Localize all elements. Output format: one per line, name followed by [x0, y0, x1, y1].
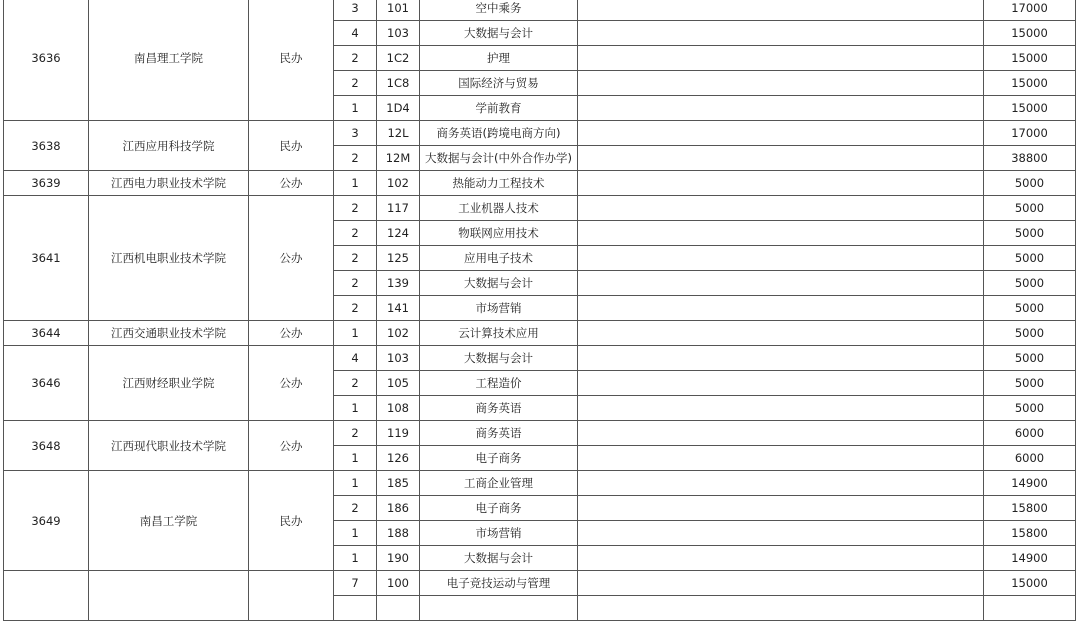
blank-cell [578, 421, 984, 446]
plan-count-cell: 1 [334, 446, 377, 471]
major-name-cell: 工商企业管理 [420, 471, 578, 496]
major-code-cell: 1C2 [377, 46, 420, 71]
major-name-cell: 大数据与会计 [420, 271, 578, 296]
major-name-cell: 大数据与会计(中外合作办学) [420, 146, 578, 171]
table-row [4, 346, 1076, 371]
major-name-cell: 护理 [420, 46, 578, 71]
major-name-cell: 工业机器人技术 [420, 196, 578, 221]
table-row [4, 421, 1076, 446]
blank-cell [578, 246, 984, 271]
school-type-cell: 民办 [249, 471, 334, 571]
major-name-cell: 商务英语 [420, 421, 578, 446]
school-type-cell: 公办 [249, 346, 334, 421]
tuition-fee-cell: 15000 [984, 71, 1076, 96]
tuition-fee-cell: 15800 [984, 496, 1076, 521]
blank-cell [578, 571, 984, 596]
major-code-cell: 102 [377, 171, 420, 196]
major-name-cell: 大数据与会计 [420, 546, 578, 571]
blank-cell [578, 396, 984, 421]
major-name-cell: 市场营销 [420, 296, 578, 321]
school-name-cell [89, 571, 249, 621]
school-name-cell: 江西机电职业技术学院 [89, 196, 249, 321]
table-row [4, 0, 1076, 21]
tuition-fee-cell: 14900 [984, 546, 1076, 571]
tuition-fee-cell: 6000 [984, 446, 1076, 471]
table-body [4, 0, 1076, 621]
tuition-fee-cell: 5000 [984, 296, 1076, 321]
major-name-cell: 学前教育 [420, 96, 578, 121]
blank-cell [578, 471, 984, 496]
major-code-cell: 105 [377, 371, 420, 396]
school-type-cell [249, 571, 334, 621]
school-name-cell: 江西电力职业技术学院 [89, 171, 249, 196]
major-code-cell: 139 [377, 271, 420, 296]
school-name-cell: 江西现代职业技术学院 [89, 421, 249, 471]
plan-count-cell: 2 [334, 221, 377, 246]
major-code-cell: 101 [377, 0, 420, 21]
school-code-cell: 3648 [4, 421, 89, 471]
tuition-fee-cell: 5000 [984, 246, 1076, 271]
blank-cell [578, 146, 984, 171]
major-name-cell: 商务英语 [420, 396, 578, 421]
school-code-cell [4, 571, 89, 621]
blank-cell [578, 321, 984, 346]
tuition-fee-cell: 5000 [984, 371, 1076, 396]
plan-count-cell: 1 [334, 171, 377, 196]
school-type-cell: 民办 [249, 121, 334, 171]
tuition-fee-cell: 38800 [984, 146, 1076, 171]
major-code-cell: 108 [377, 396, 420, 421]
plan-count-cell: 2 [334, 146, 377, 171]
school-code-cell: 3639 [4, 171, 89, 196]
blank-cell [578, 0, 984, 21]
blank-cell [578, 221, 984, 246]
major-code-cell: 126 [377, 446, 420, 471]
plan-count-cell: 4 [334, 346, 377, 371]
blank-cell [578, 96, 984, 121]
table-row [4, 471, 1076, 496]
tuition-fee-cell [984, 596, 1076, 621]
school-type-cell: 公办 [249, 421, 334, 471]
plan-count-cell: 1 [334, 96, 377, 121]
school-name-cell: 南昌工学院 [89, 471, 249, 571]
blank-cell [578, 121, 984, 146]
tuition-fee-cell: 5000 [984, 196, 1076, 221]
plan-count-cell: 2 [334, 46, 377, 71]
plan-count-cell: 3 [334, 121, 377, 146]
school-code-cell: 3638 [4, 121, 89, 171]
major-name-cell: 物联网应用技术 [420, 221, 578, 246]
school-code-cell: 3641 [4, 196, 89, 321]
blank-cell [578, 446, 984, 471]
school-type-cell: 民办 [249, 0, 334, 121]
tuition-fee-cell: 5000 [984, 321, 1076, 346]
major-name-cell: 国际经济与贸易 [420, 71, 578, 96]
major-code-cell: 1C8 [377, 71, 420, 96]
major-name-cell [420, 596, 578, 621]
plan-count-cell: 2 [334, 296, 377, 321]
blank-cell [578, 521, 984, 546]
major-name-cell: 云计算技术应用 [420, 321, 578, 346]
table-row [4, 121, 1076, 146]
tuition-fee-cell: 5000 [984, 171, 1076, 196]
school-name-cell: 江西财经职业学院 [89, 346, 249, 421]
school-code-cell: 3636 [4, 0, 89, 121]
major-code-cell: 103 [377, 21, 420, 46]
blank-cell [578, 196, 984, 221]
plan-count-cell: 4 [334, 21, 377, 46]
major-code-cell: 117 [377, 196, 420, 221]
blank-cell [578, 46, 984, 71]
major-code-cell: 190 [377, 546, 420, 571]
tuition-fee-cell: 14900 [984, 471, 1076, 496]
tuition-fee-cell: 5000 [984, 221, 1076, 246]
plan-count-cell: 1 [334, 471, 377, 496]
school-type-cell: 公办 [249, 171, 334, 196]
blank-cell [578, 296, 984, 321]
tuition-fee-cell: 5000 [984, 346, 1076, 371]
school-type-cell: 公办 [249, 321, 334, 346]
tuition-fee-cell: 17000 [984, 0, 1076, 21]
school-type-cell: 公办 [249, 196, 334, 321]
tuition-fee-cell: 15000 [984, 46, 1076, 71]
major-code-cell: 103 [377, 346, 420, 371]
table-row [4, 321, 1076, 346]
table-row [4, 571, 1076, 596]
major-code-cell: 100 [377, 571, 420, 596]
school-name-cell: 江西应用科技学院 [89, 121, 249, 171]
major-code-cell: 141 [377, 296, 420, 321]
plan-count-cell: 1 [334, 396, 377, 421]
major-name-cell: 热能动力工程技术 [420, 171, 578, 196]
plan-count-cell: 7 [334, 571, 377, 596]
tuition-fee-cell: 15800 [984, 521, 1076, 546]
school-name-cell: 江西交通职业技术学院 [89, 321, 249, 346]
tuition-fee-cell: 15000 [984, 21, 1076, 46]
blank-cell [578, 271, 984, 296]
major-name-cell: 商务英语(跨境电商方向) [420, 121, 578, 146]
blank-cell [578, 21, 984, 46]
plan-count-cell: 2 [334, 421, 377, 446]
plan-count-cell: 1 [334, 521, 377, 546]
plan-count-cell: 2 [334, 271, 377, 296]
plan-count-cell: 3 [334, 0, 377, 21]
plan-count-cell: 2 [334, 196, 377, 221]
plan-count-cell: 2 [334, 496, 377, 521]
school-code-cell: 3644 [4, 321, 89, 346]
major-code-cell: 119 [377, 421, 420, 446]
blank-cell [578, 71, 984, 96]
school-code-cell: 3646 [4, 346, 89, 421]
major-code-cell: 1D4 [377, 96, 420, 121]
blank-cell [578, 546, 984, 571]
plan-count-cell: 1 [334, 321, 377, 346]
major-name-cell: 工程造价 [420, 371, 578, 396]
plan-count-cell: 2 [334, 371, 377, 396]
major-name-cell: 大数据与会计 [420, 346, 578, 371]
plan-count-cell: 2 [334, 246, 377, 271]
major-code-cell: 125 [377, 246, 420, 271]
tuition-fee-cell: 5000 [984, 396, 1076, 421]
major-code-cell: 124 [377, 221, 420, 246]
major-code-cell: 102 [377, 321, 420, 346]
major-name-cell: 市场营销 [420, 521, 578, 546]
major-code-cell: 185 [377, 471, 420, 496]
tuition-fee-cell: 15000 [984, 571, 1076, 596]
blank-cell [578, 171, 984, 196]
tuition-fee-cell: 6000 [984, 421, 1076, 446]
table-row [4, 171, 1076, 196]
major-name-cell: 电子商务 [420, 496, 578, 521]
table-row [4, 196, 1076, 221]
blank-cell [578, 496, 984, 521]
tuition-fee-cell: 15000 [984, 96, 1076, 121]
major-code-cell: 12L [377, 121, 420, 146]
school-name-cell: 南昌理工学院 [89, 0, 249, 121]
tuition-fee-cell: 5000 [984, 271, 1076, 296]
plan-count-cell: 1 [334, 546, 377, 571]
plan-count-cell [334, 596, 377, 621]
major-code-cell: 186 [377, 496, 420, 521]
major-name-cell: 空中乘务 [420, 0, 578, 21]
tuition-fee-cell: 17000 [984, 121, 1076, 146]
major-code-cell: 188 [377, 521, 420, 546]
blank-cell [578, 596, 984, 621]
blank-cell [578, 346, 984, 371]
plan-count-cell: 2 [334, 71, 377, 96]
major-name-cell: 应用电子技术 [420, 246, 578, 271]
blank-cell [578, 371, 984, 396]
major-code-cell [377, 596, 420, 621]
major-name-cell: 电子竞技运动与管理 [420, 571, 578, 596]
school-code-cell: 3649 [4, 471, 89, 571]
admission-plan-table [3, 0, 1076, 621]
major-name-cell: 大数据与会计 [420, 21, 578, 46]
major-code-cell: 12M [377, 146, 420, 171]
major-name-cell: 电子商务 [420, 446, 578, 471]
